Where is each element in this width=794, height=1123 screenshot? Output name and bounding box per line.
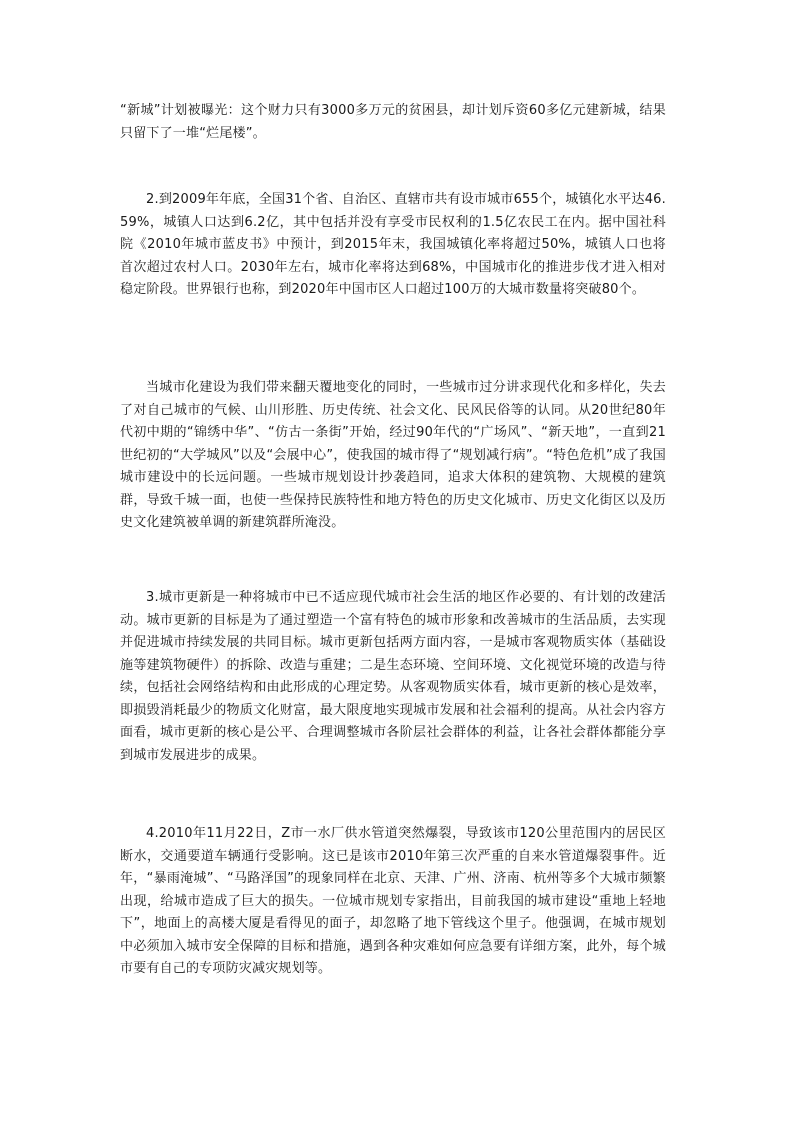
paragraph-urbanization-stats: 2.到2009年年底，全国31个省、自治区、直辖市共有设市城市655个，城镇化水平达46.59%，城镇人口达到6.2亿，其中包括并没有享受市民权利的1.5亿农民工在内。据中国社科院《2010年城市蓝皮书》中预计，到2015年末，我国城镇化率将超过50%，城镇人口也将首次超过农村人口。2030年左右，城市化率将达到68%，中国城市化的推进步伐才进入相对稳定阶段。世界银行也称，到2020年中国市区人口超过100万的大城市数量将突破80个。	[120, 192, 666, 297]
paragraph-feature-crisis: 当城市化建设为我们带来翻天覆地变化的同时，一些城市过分讲求现代化和多样化，失去了对自己城市的气候、山川形胜、历史传统、社会文化、民风民俗等的认同。从20世纪80年代初中期的“锦绣中华”、“仿古一条街”开始，经过90年代的“广场风”、“新天地”，一直到21世纪初的“大学城风”以及“会展中心”，使我国的城市得了“规划减行病”。“特色危机”成了我国城市建设中的长远问题。一些城市规划设计抄袭趋同，追求大体积的建筑物、大规模的建筑群，导致千城一面，也使一些保持民族特性和地方特色的历史文化城市、历史文化街区以及历史文化建筑被单调的新建筑群所淹没。	[120, 380, 666, 530]
paragraph-new-city: “新城”计划被曝光：这个财力只有3000多万元的贫困县，却计划斥资60多亿元建新城，结果只留下了一堆“烂尾楼”。	[120, 103, 666, 141]
paragraph-water-pipe-burst: 4.2010年11月22日，Z市一水厂供水管道突然爆裂，导致该市120公里范围内的居民区断水，交通要道车辆通行受影响。这已是该市2010年第三次严重的自来水管道爆裂事件。近年，“暴雨淹城”、“马路泽国”的现象同样在北京、天津、广州、济南、杭州等多个大城市频繁出现，给城市造成了巨大的损失。一位城市规划专家指出，目前我国的城市建设“重地上轻地下”，地面上的高楼大厦是看得见的面子，却忽略了地下管线这个里子。他强调，在城市规划中必须加入城市安全保障的目标和措施，遇到各种灾难如何应急要有详细方案，此外，每个城市要有自己的专项防灾减灾规划等。	[120, 826, 666, 976]
paragraph-urban-renewal: 3.城市更新是一种将城市中已不适应现代城市社会生活的地区作必要的、有计划的改建活动。城市更新的目标是为了通过塑造一个富有特色的城市形象和改善城市的生活品质，去实现并促进城市持续发展的共同目标。城市更新包括两方面内容，一是城市客观物质实体（基础设施等建筑物硬件）的拆除、改造与重建；二是生态环境、空间环境、文化视觉环境的改造与待续，包括社会网络结构和由此形成的心理定势。从客观物质实体看，城市更新的核心是效率，即损毁消耗最少的物质文化财富，最大限度地实现城市发展和社会福利的提高。从社会内容方面看，城市更新的核心是公平、合理调整城市各阶层社会群体的利益，让各社会群体都能分享到城市发展进步的成果。	[120, 590, 666, 763]
